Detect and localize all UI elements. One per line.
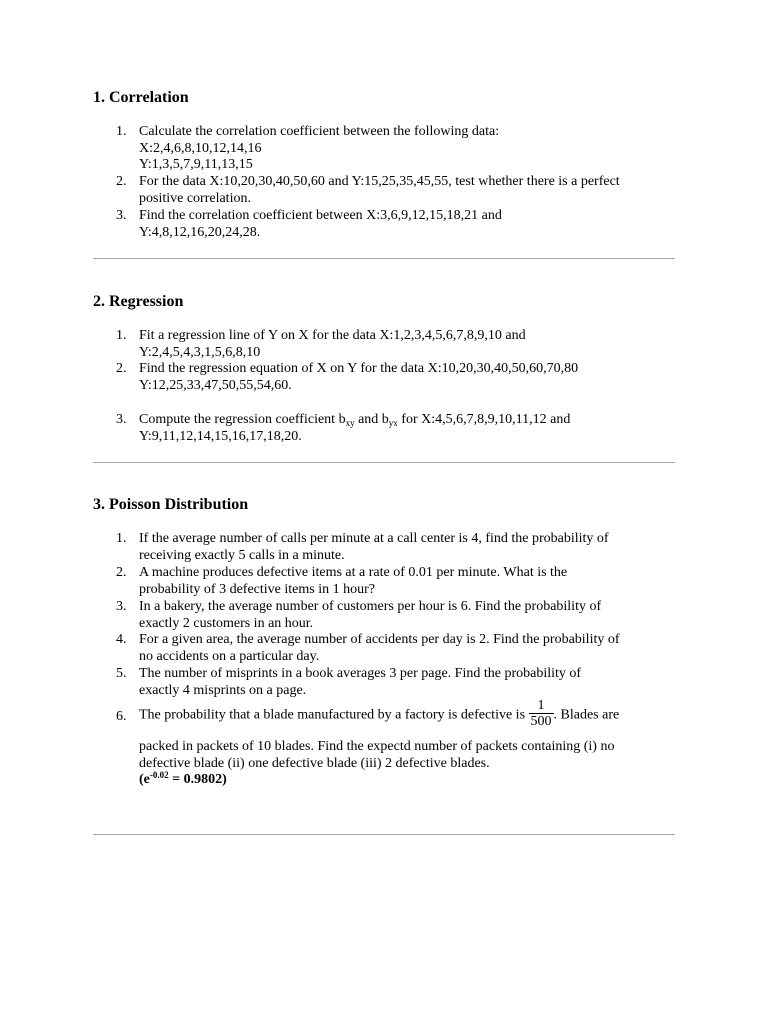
section-divider (93, 258, 675, 259)
item-line: exactly 4 misprints on a page. (139, 682, 307, 698)
item-line: Y:1,3,5,7,9,11,13,15 (139, 157, 253, 173)
item-text (139, 412, 679, 445)
item-line: Fit a regression line of Y on X for the data X:1,2,3,4,5,6,7,8,9,10 and (139, 328, 526, 343)
item-line: positive correlation. (139, 190, 251, 206)
subscript-xy: xy (345, 418, 355, 428)
item-text (139, 565, 679, 598)
item-number: 4. (116, 632, 127, 647)
item-line: receiving exactly 5 calls in a minute. (139, 547, 345, 563)
note-part: (e (139, 772, 150, 788)
item-text (139, 328, 679, 361)
item-line: In a bakery, the average number of customers per hour is 6. Find the probability of (139, 599, 602, 614)
item-text (139, 666, 679, 699)
item-line: Find the regression equation of X on Y for the data X:10,20,30,40,50,60,70,80 (139, 361, 579, 376)
item-text-part: . Blades are (553, 707, 620, 723)
item-number: 1. (116, 531, 127, 546)
item-line (139, 412, 679, 429)
item-line: Y:12,25,33,47,50,55,54,60. (139, 377, 292, 393)
fraction-denominator: 500 (530, 714, 552, 729)
item-text-part: Compute the regression coefficient b (139, 412, 346, 427)
item-text (139, 700, 679, 789)
item-number: 3. (116, 412, 127, 427)
exponent-superscript: -0.02 (149, 770, 169, 781)
item-number: 2. (116, 174, 127, 189)
item-line (139, 700, 679, 731)
item-text (139, 361, 679, 394)
item-line: probability of 3 defective items in 1 hour? (139, 581, 375, 597)
item-line: Y:4,8,12,16,20,24,28. (139, 224, 261, 240)
section-divider (93, 834, 675, 835)
item-line: Find the correlation coefficient between X:3,6,9,12,15,18,21 and (139, 208, 502, 223)
exponent-note (139, 772, 679, 789)
item-line: For a given area, the average number of accidents per day is 2. Find the probability of (139, 632, 620, 647)
section-divider (93, 462, 675, 463)
item-line: For the data X:10,20,30,40,50,60 and Y:15,25,35,45,55, test whether there is a perfect (139, 174, 620, 189)
section-heading-correlation: 1. Correlation (93, 89, 189, 106)
item-text (139, 599, 679, 632)
item-text (139, 124, 679, 174)
note-part: = 0.9802) (168, 772, 227, 788)
subscript-yx: yx (388, 418, 398, 428)
fraction-one-over-five-hundred (529, 698, 554, 729)
item-line: exactly 2 customers in an hour. (139, 615, 314, 631)
section-heading-poisson-distribution: 3. Poisson Distribution (93, 496, 249, 513)
item-number: 5. (116, 666, 127, 681)
item-line: If the average number of calls per minute at a call center is 4, find the probability of (139, 531, 609, 546)
item-number: 2. (116, 565, 127, 580)
item-line: defective blade (ii) one defective blade (iii) 2 defective blades. (139, 755, 490, 771)
fraction-numerator: 1 (537, 698, 545, 713)
section-heading-regression: 2. Regression (93, 293, 184, 310)
item-number: 6. (116, 709, 127, 724)
item-line: A machine produces defective items at a rate of 0.01 per minute. What is the (139, 565, 568, 580)
item-line: The number of misprints in a book averages 3 per page. Find the probability of (139, 666, 582, 681)
item-line: no accidents on a particular day. (139, 648, 320, 664)
item-line: Y:2,4,5,4,3,1,5,6,8,10 (139, 344, 261, 360)
item-text (139, 531, 679, 564)
item-text-part: and b (354, 412, 389, 427)
item-number: 3. (116, 208, 127, 223)
item-number: 1. (116, 124, 127, 139)
item-number: 3. (116, 599, 127, 614)
item-text (139, 174, 679, 207)
item-text-part: for X:4,5,6,7,8,9,10,11,12 and (397, 412, 571, 427)
item-line: packed in packets of 10 blades. Find the expectd number of packets containing (i) no (139, 739, 615, 754)
item-line: Y:9,11,12,14,15,16,17,18,20. (139, 428, 302, 444)
item-text (139, 632, 679, 665)
item-number: 2. (116, 361, 127, 376)
item-line: Calculate the correlation coefficient between the following data: (139, 124, 500, 139)
item-text (139, 208, 679, 241)
item-text-part: The probability that a blade manufactured by a factory is defective is (139, 707, 529, 723)
item-line: X:2,4,6,8,10,12,14,16 (139, 140, 262, 156)
item-number: 1. (116, 328, 127, 343)
